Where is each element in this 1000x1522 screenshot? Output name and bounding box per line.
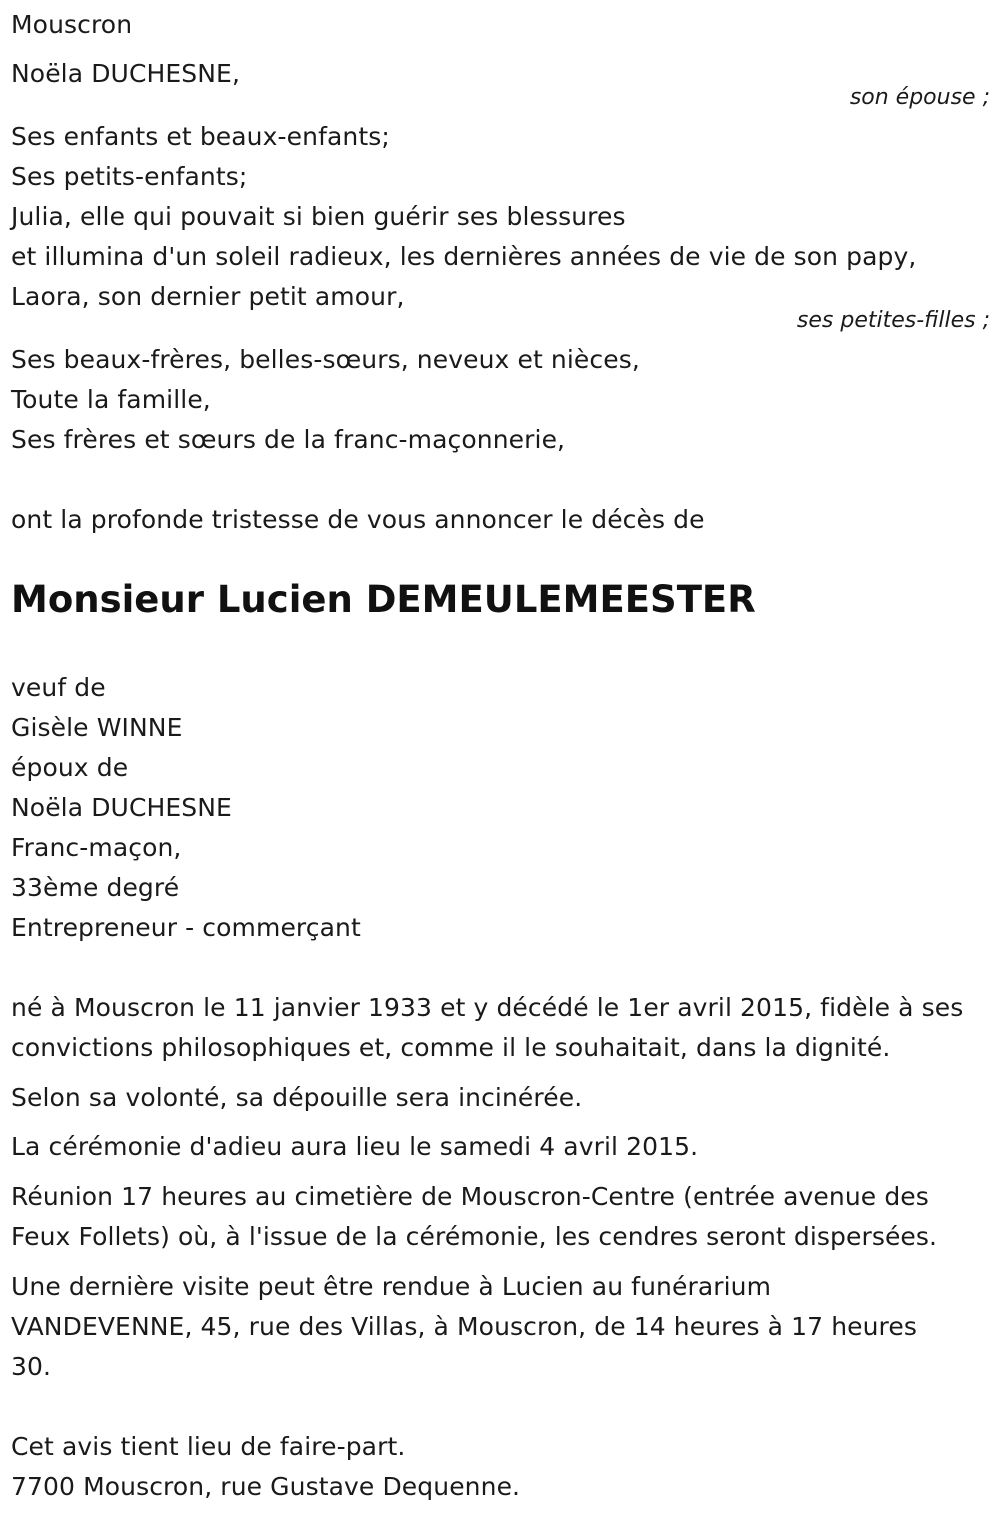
notice-line: Cet avis tient lieu de faire-part. [11,1432,406,1461]
freemason-line: Franc-maçon, [11,833,182,862]
masonic-family-line: Ses frères et sœurs de la franc-maçonnerie, [11,425,566,454]
grandchildren-line: Ses petits-enfants; [11,162,248,191]
deceased-name: Monsieur Lucien DEMEULEMEESTER [11,578,756,621]
wife-name: Noëla DUCHESNE [11,793,232,822]
ceremony-line: La cérémonie d'adieu aura lieu le samedi 4 avril 2015. [11,1132,699,1161]
visit-line-1: Une dernière visite peut être rendue à Lucien au funérarium [11,1272,772,1301]
first-wife-name: Gisèle WINNE [11,713,183,742]
city-heading: Mouscron [11,10,133,39]
profession-line: Entrepreneur - commerçant [11,913,361,942]
children-line: Ses enfants et beaux-enfants; [11,122,390,151]
meeting-line-2: Feux Follets) où, à l'issue de la cérémonie, les cendres seront dispersées. [11,1222,938,1251]
birth-line-2: convictions philosophiques et, comme il le souhaitait, dans la dignité. [11,1033,891,1062]
announcement-intro: ont la profonde tristesse de vous annoncer le décès de [11,505,705,534]
granddaughters-role: ses petites-filles ; [796,308,990,333]
in-laws-line: Ses beaux-frères, belles-sœurs, neveux et nièces, [11,345,640,374]
spouse-name: Noëla DUCHESNE, [11,59,241,88]
julia-line-1: Julia, elle qui pouvait si bien guérir ses blessures [11,202,626,231]
cremation-line: Selon sa volonté, sa dépouille sera incinérée. [11,1083,583,1112]
meeting-line-1: Réunion 17 heures au cimetière de Mouscron-Centre (entrée avenue des [11,1182,929,1211]
degree-line: 33ème degré [11,873,180,902]
julia-line-2: et illumina d'un soleil radieux, les dernières années de vie de son papy, [11,242,917,271]
birth-line-1: né à Mouscron le 11 janvier 1933 et y décédé le 1er avril 2015, fidèle à ses [11,993,964,1022]
visit-line-2: VANDEVENNE, 45, rue des Villas, à Mouscron, de 14 heures à 17 heures [11,1312,917,1341]
visit-line-3: 30. [11,1352,52,1381]
spouse-role: son épouse ; [849,85,990,110]
laora-line: Laora, son dernier petit amour, [11,282,405,311]
widower-of-label: veuf de [11,673,106,702]
address-line: 7700 Mouscron, rue Gustave Dequenne. [11,1472,521,1501]
husband-of-label: époux de [11,753,129,782]
whole-family-line: Toute la famille, [11,385,211,414]
